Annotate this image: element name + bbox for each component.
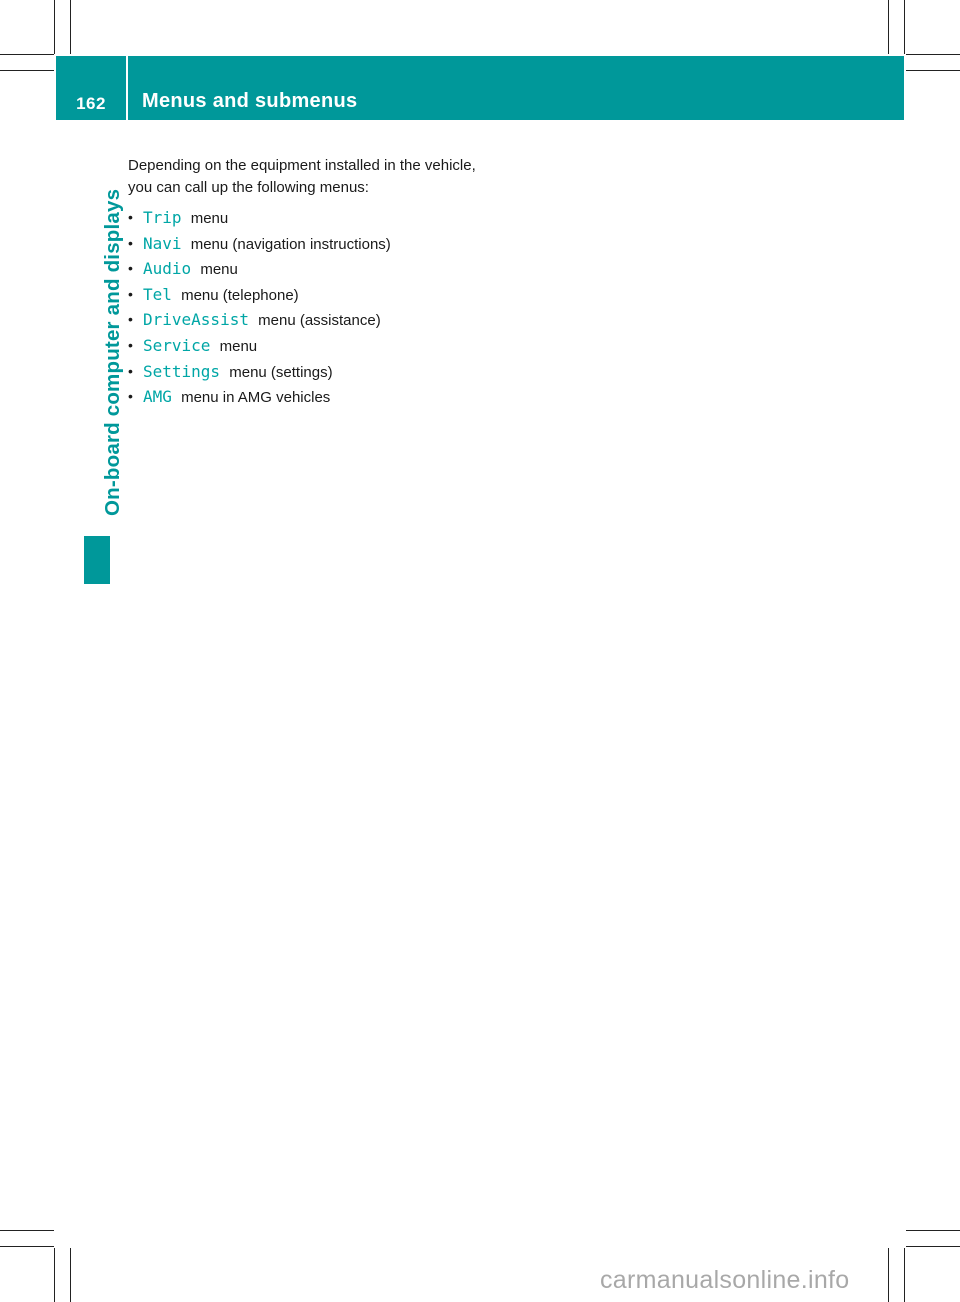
- menu-description: menu: [219, 337, 258, 355]
- crop-mark: [0, 1230, 54, 1231]
- menu-name: Tel: [143, 284, 172, 304]
- crop-mark: [904, 0, 905, 54]
- menu-description: menu (settings): [229, 363, 333, 381]
- menu-name: Navi: [143, 233, 182, 253]
- menu-description: menu: [200, 261, 238, 279]
- crop-mark: [906, 1230, 960, 1231]
- crop-mark: [0, 1246, 54, 1247]
- menu-name: AMG: [143, 387, 172, 407]
- chapter-tab-marker: [84, 536, 110, 584]
- bullet-icon: •: [128, 209, 133, 225]
- list-item: [128, 359, 488, 385]
- list-item: [128, 307, 488, 333]
- crop-mark: [0, 54, 54, 55]
- intro-paragraph: Depending on the equipment installed in the vehicle, you can call up the following menus:: [128, 157, 476, 196]
- crop-mark: [888, 1248, 889, 1302]
- list-item: [128, 205, 488, 231]
- crop-mark: [906, 70, 960, 71]
- crop-mark: [54, 0, 55, 54]
- list-item: [128, 384, 488, 410]
- list-item: [128, 256, 488, 282]
- crop-mark: [906, 54, 960, 55]
- menu-description: menu (assistance): [258, 312, 381, 330]
- bullet-icon: •: [128, 336, 133, 353]
- bullet-icon: •: [128, 388, 133, 405]
- menu-name: Trip: [143, 208, 182, 227]
- crop-mark: [906, 1246, 960, 1247]
- menu-name: Audio: [143, 259, 192, 279]
- bullet-icon: •: [128, 260, 133, 277]
- chapter-label: On-board computer and displays: [101, 188, 124, 516]
- crop-mark: [888, 0, 889, 54]
- crop-mark: [70, 0, 71, 54]
- menu-description: menu (navigation instructions): [190, 235, 391, 253]
- crop-mark: [0, 70, 54, 71]
- bullet-icon: •: [128, 234, 133, 251]
- menu-name: Settings: [143, 361, 221, 381]
- chapter-tab: [84, 140, 124, 530]
- content-body: [128, 155, 488, 410]
- list-item: [128, 231, 488, 257]
- list-item: [128, 282, 488, 308]
- bullet-icon: •: [128, 311, 133, 328]
- bullet-icon: •: [128, 285, 133, 302]
- menu-description: menu in AMG vehicles: [181, 389, 331, 407]
- page-number: 162: [76, 94, 106, 113]
- list-item: [128, 333, 488, 359]
- menu-list: [128, 205, 488, 410]
- crop-mark: [70, 1248, 71, 1302]
- menu-name: Service: [143, 335, 211, 355]
- bullet-icon: •: [128, 362, 133, 379]
- crop-mark: [54, 1248, 55, 1302]
- menu-description: menu: [190, 210, 229, 227]
- crop-mark: [904, 1248, 905, 1302]
- watermark[interactable]: carmanualsonline.info: [600, 1266, 850, 1294]
- header-divider: [126, 56, 128, 120]
- section-title: Menus and submenus: [142, 90, 358, 112]
- menu-name: DriveAssist: [143, 310, 249, 330]
- menu-description: menu (telephone): [181, 286, 299, 304]
